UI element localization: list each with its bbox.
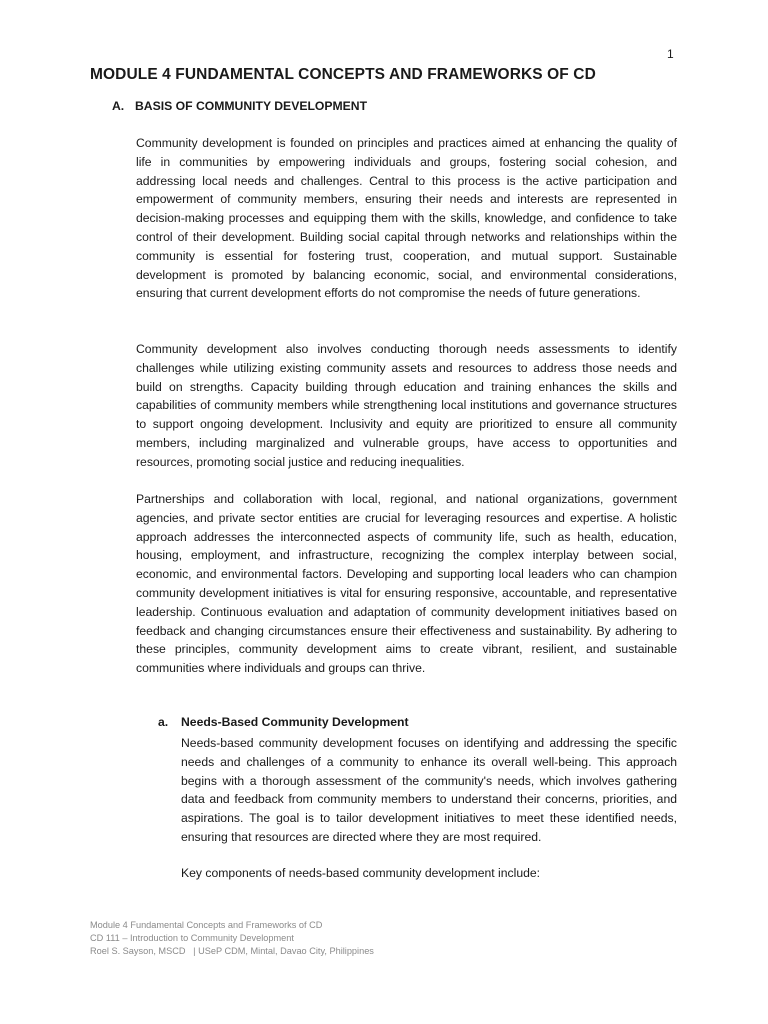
- body-paragraph-2: Community development also involves conducting thorough needs assessments to identify challenges while utilizing existing community assets and resources to address those needs and build on strengths. Capacity building through education and training enhances the skills and capabilities of community members while strengthening local institutions and governance structures to support ongoing development. Inclusivity and equity are prioritized to ensure all community members, including marginalized and vulnerable groups, have access to opportunities and resources, promoting social justice and reducing inequalities.: [136, 342, 677, 469]
- subsection-title: Needs-Based Community Development: [181, 715, 409, 729]
- section-heading: [112, 99, 367, 113]
- section-title: BASIS OF COMMUNITY DEVELOPMENT: [135, 99, 368, 113]
- subsection-lead-in: Key components of needs-based community development include:: [181, 866, 541, 880]
- body-paragraph-3: Partnerships and collaboration with local, regional, and national organizations, government agencies, and private sector entities are crucial for leveraging resources and expertise. A holistic approach addresses the interconnected aspects of community life, such as health, education, housing, employment, and infrastructure, recognizing the complex interplay between social, economic, and environmental factors. Developing and supporting local leaders who can champion community development initiatives is vital for ensuring responsive, accountable, and representative leadership. Continuous evaluation and adaptation of community development initiatives based on feedback and changing circumstances ensure their effectiveness and sustainability. By adhering to these principles, community development aims to create vibrant, resilient, and sustainable communities where individuals and groups can thrive.: [136, 492, 677, 676]
- page-footer: [90, 919, 374, 958]
- footer-line-module: Module 4 Fundamental Concepts and Frameworks of CD: [90, 920, 323, 930]
- module-title: MODULE 4 FUNDAMENTAL CONCEPTS AND FRAMEWORKS OF CD: [90, 66, 596, 83]
- page-number: 1: [667, 47, 674, 61]
- subsection-marker: a.: [158, 715, 169, 729]
- footer-line-course: CD 111 – Introduction to Community Development: [90, 933, 294, 943]
- subsection-paragraph: Needs-based community development focuses on identifying and addressing the specific needs and challenges of a community to enhance its overall well-being. This approach begins with a thorough assessment of the community's needs, which involves gathering data and feedback from community members to understand their concerns, priorities, and aspirations. The goal is to tailor development initiatives to meet these identified needs, ensuring that resources are directed where they are most required.: [181, 736, 677, 844]
- subsection-heading: [158, 715, 409, 729]
- section-marker: A.: [112, 99, 125, 113]
- footer-line-author: Roel S. Sayson, MSCD | USeP CDM, Mintal, Davao City, Philippines: [90, 946, 374, 956]
- body-paragraph-1: Community development is founded on principles and practices aimed at enhancing the quality of life in communities by empowering individuals and groups, fostering social cohesion, and addressing local needs and challenges. Central to this process is the active participation and empowerment of community members, ensuring their needs and interests are represented in decision-making processes and equipping them with the skills, knowledge, and confidence to take control of their development. Building social capital through networks and relationships within the community is essential for fostering trust, cooperation, and mutual support. Sustainable development is promoted by balancing economic, social, and environmental considerations, ensuring that current development efforts do not compromise the needs of future generations.: [136, 136, 677, 301]
